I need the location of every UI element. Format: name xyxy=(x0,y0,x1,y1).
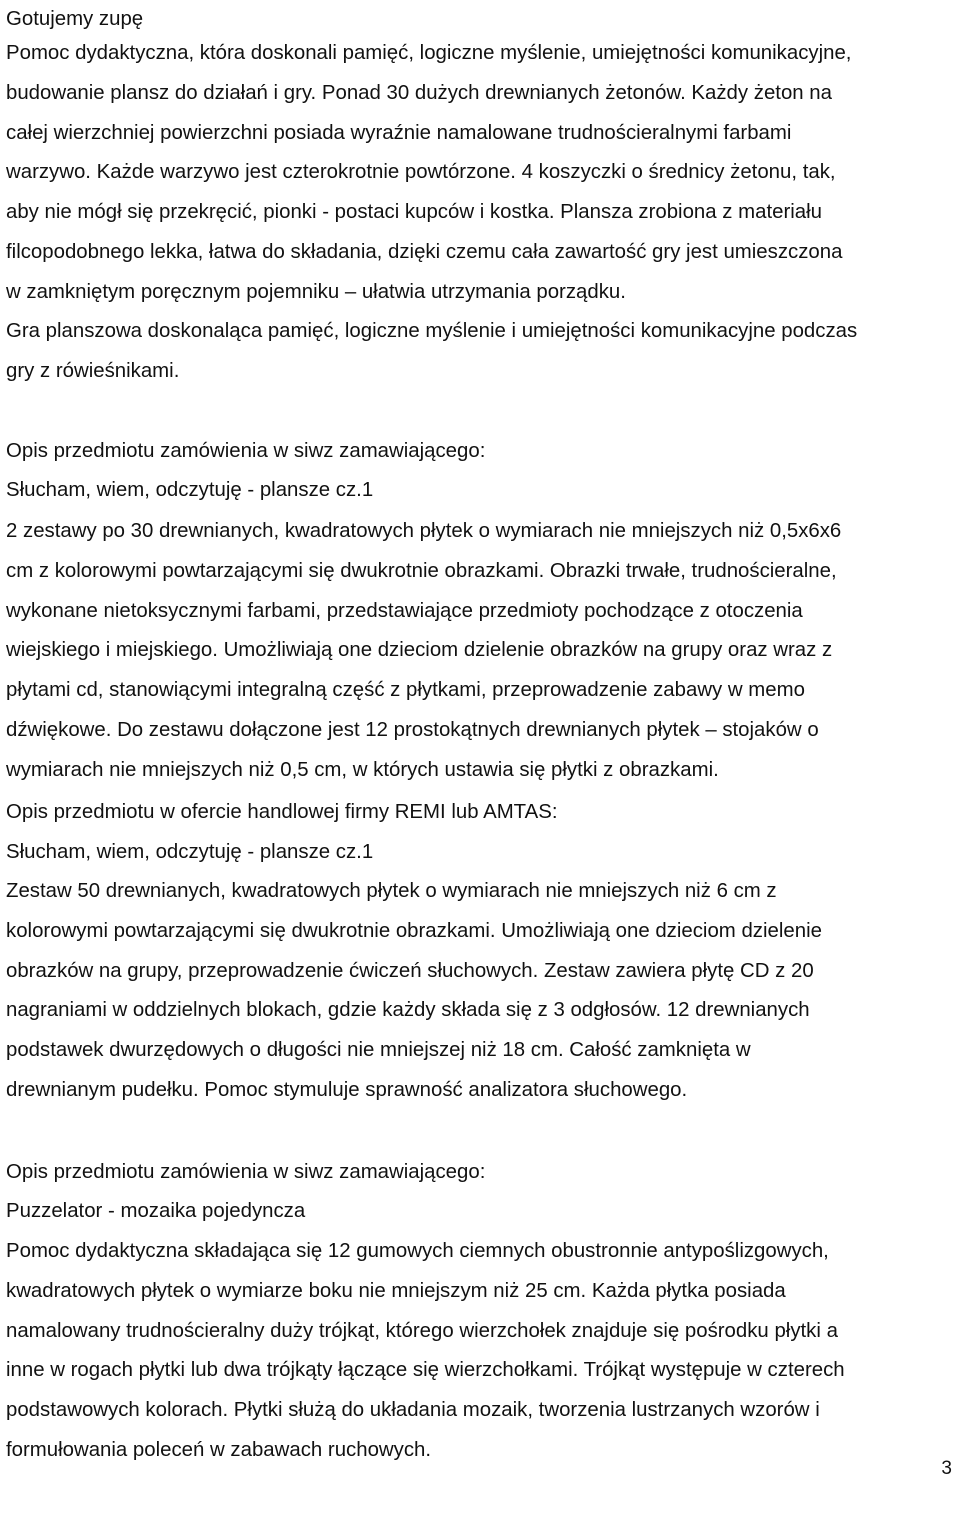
product-heading-gotujemy-zupe: Gotujemy zupę xyxy=(6,8,144,30)
text-line: płytami cd, stanowiącymi integralną część z płytkami, przeprowadzenie zabawy w memo xyxy=(6,679,805,702)
text-line: w zamkniętym poręcznym pojemniku – ułatwia utrzymania porządku. xyxy=(6,280,626,303)
text-line: warzywo. Każde warzywo jest czterokrotnie powtórzone. 4 koszyczki o średnicy żetonu, tak, xyxy=(6,161,836,184)
text-line: Pomoc dydaktyczna składająca się 12 gumowych ciemnych obustronnie antypoślizgowych, xyxy=(6,1240,829,1262)
offer-product-description xyxy=(6,872,954,1111)
text-line: formułowania poleceń w zabawach ruchowych. xyxy=(6,1438,432,1461)
text-line: gry z rówieśnikami. xyxy=(6,359,180,382)
order-product-description xyxy=(6,512,954,791)
text-line: 2 zestawy po 30 drewnianych, kwadratowych płytek o wymiarach nie mniejszych niż 0,5x6x6 xyxy=(6,520,842,542)
text-line: aby nie mógł się przekręcić, pionki - postaci kupców i kostka. Plansza zrobiona z materiału xyxy=(6,201,822,224)
text-line: filcopodobnego lekka, łatwa do składania, dzięki czemu cała zawartość gry jest umieszczona xyxy=(6,240,843,263)
text-line: podstawek dwurzędowych o długości nie mniejszej niż 18 cm. Całość zamknięta w xyxy=(6,1039,751,1062)
page-number: 3 xyxy=(941,1458,952,1479)
text-line: budowanie plansz do działań i gry. Ponad 30 dużych drewnianych żetonów. Każdy żeton na xyxy=(6,81,832,104)
order-product-name-puzzelator: Puzzelator - mozaika pojedyncza xyxy=(6,1200,306,1222)
text-line: podstawowych kolorach. Płytki służą do układania mozaik, tworzenia lustrzanych wzorów i xyxy=(6,1399,820,1422)
text-line: dźwiękowe. Do zestawu dołączone jest 12 prostokątnych drewnianych płytek – stojaków o xyxy=(6,718,819,741)
text-line: nagraniami w oddzielnych blokach, gdzie każdy składa się z 3 odgłosów. 12 drewnianych xyxy=(6,999,810,1022)
text-line: cm z kolorowymi powtarzającymi się dwukrotnie obrazkami. Obrazki trwałe, trudnościeralne, xyxy=(6,559,837,582)
offer-description-label: Opis przedmiotu w ofercie handlowej firmy REMI lub AMTAS: xyxy=(6,801,558,823)
order-description-label-puzzelator: Opis przedmiotu zamówienia w siwz zamawiającego: xyxy=(6,1161,486,1183)
text-line: wymiarach nie mniejszych niż 0,5 cm, w których ustawia się płytki z obrazkami. xyxy=(6,758,719,781)
text-line: wiejskiego i miejskiego. Umożliwiają one dzieciom dzielenie obrazków na grupy oraz wraz z xyxy=(6,639,833,662)
text-line: kolorowymi powtarzającymi się dwukrotnie obrazkami. Umożliwiają one dzieciom dzielenie xyxy=(6,919,822,942)
text-line: inne w rogach płytki lub dwa trójkąty łączące się wierzchołkami. Trójkąt występuje w czterech xyxy=(6,1359,845,1382)
product-description-gotujemy-zupe xyxy=(6,34,954,313)
text-line: obrazków na grupy, przeprowadzenie ćwiczeń słuchowych. Zestaw zawiera płytę CD z 20 xyxy=(6,959,814,982)
order-product-name: Słucham, wiem, odczytuję - plansze cz.1 xyxy=(6,479,374,501)
text-line: całej wierzchniej powierzchni posiada wyraźnie namalowane trudnościeralnymi farbami xyxy=(6,121,792,144)
text-line: Gra planszowa doskonaląca pamięć, logiczne myślenie i umiejętności komunikacyjne podczas xyxy=(6,320,858,342)
text-line: namalowany trudnościeralny duży trójkąt, którego wierzchołek znajduje się pośrodku płytki a xyxy=(6,1319,838,1342)
text-line: drewnianym pudełku. Pomoc stymuluje sprawność analizatora słuchowego. xyxy=(6,1078,688,1101)
text-line: Zestaw 50 drewnianych, kwadratowych płytek o wymiarach nie mniejszych niż 6 cm z xyxy=(6,880,777,902)
order-product-description-puzzelator xyxy=(6,1232,954,1471)
order-description-label: Opis przedmiotu zamówienia w siwz zamawiającego: xyxy=(6,440,486,462)
text-line: kwadratowych płytek o wymiarze boku nie mniejszym niż 25 cm. Każda płytka posiada xyxy=(6,1279,786,1302)
text-line: wykonane nietoksycznymi farbami, przedstawiające przedmioty pochodzące z otoczenia xyxy=(6,599,803,622)
offer-product-name: Słucham, wiem, odczytuję - plansze cz.1 xyxy=(6,841,374,863)
product-summary-gotujemy-zupe xyxy=(6,312,954,392)
text-line: Pomoc dydaktyczna, która doskonali pamięć, logiczne myślenie, umiejętności komunikacyjne, xyxy=(6,42,852,64)
